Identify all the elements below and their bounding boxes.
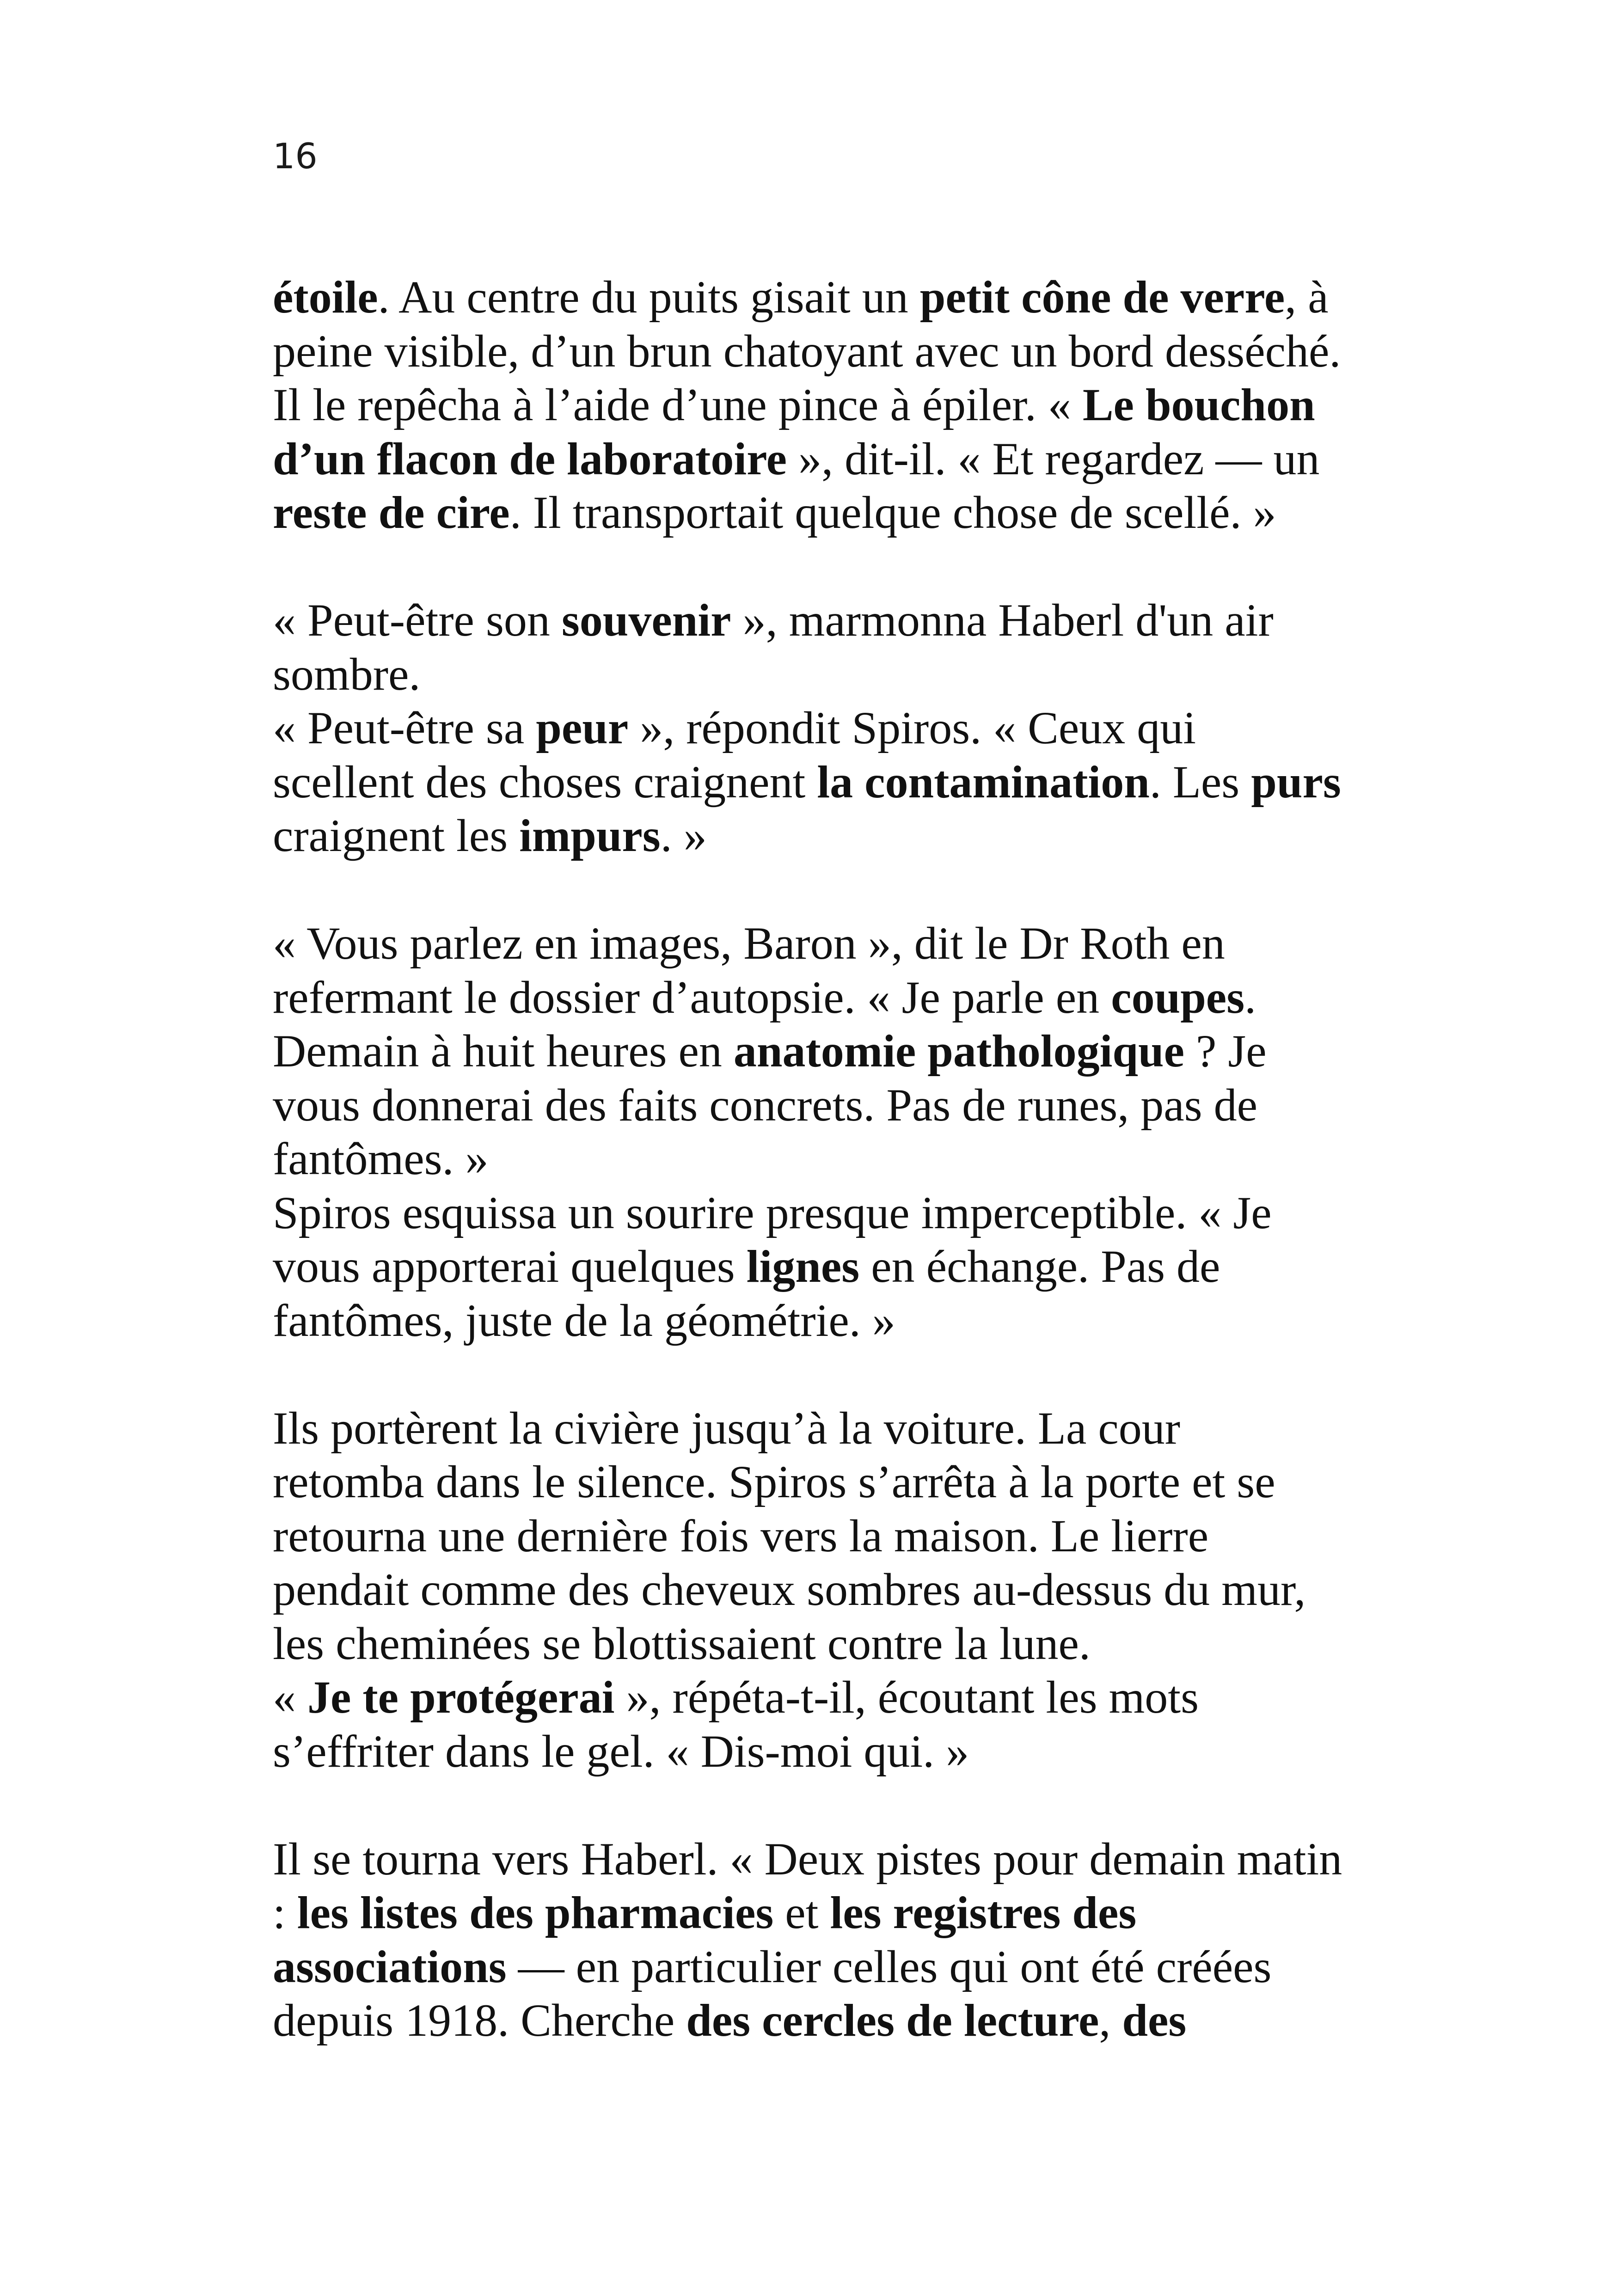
- bold-text: petit cône de verre: [919, 271, 1285, 323]
- paragraph-break: [273, 863, 1373, 917]
- text-run: Demain à huit heures en: [273, 1025, 734, 1077]
- paragraph-break: [273, 1778, 1373, 1832]
- text-line: [273, 325, 1373, 379]
- text-run: retourna une dernière fois vers la maison. Le lierre: [273, 1510, 1209, 1561]
- text-line: [273, 1078, 1373, 1133]
- text-run: Spiros esquissa un sourire presque imperceptible. « Je: [273, 1187, 1272, 1238]
- text-run: Il se tourna vers Haberl. « Deux pistes pour demain matin: [273, 1833, 1342, 1885]
- text-run: », marmonna Haberl d'un air: [731, 594, 1274, 646]
- text-line: [273, 270, 1373, 325]
- text-run: « Peut-être son: [273, 594, 562, 646]
- text-run: , à: [1285, 271, 1329, 323]
- text-run: », répéta-t-il, écoutant les mots: [614, 1671, 1199, 1723]
- text-run: vous donnerai des faits concrets. Pas de runes, pas de: [273, 1079, 1257, 1131]
- page-number: 16: [273, 135, 318, 177]
- text-run: sombre.: [273, 648, 421, 700]
- text-line: [273, 1509, 1373, 1563]
- text-run: — en particulier celles qui ont été créées: [506, 1941, 1272, 1992]
- bold-text: Je te protégerai: [307, 1671, 615, 1723]
- text-run: s’effriter dans le gel. « Dis-moi qui. »: [273, 1725, 969, 1777]
- text-line: [273, 755, 1373, 809]
- body-text: [273, 270, 1373, 2048]
- text-run: Il le repêcha à l’aide d’une pince à épiler. «: [273, 379, 1083, 430]
- bold-text: les registres des: [830, 1887, 1137, 1938]
- text-line: [273, 432, 1373, 486]
- bold-text: des: [1122, 1995, 1187, 2046]
- text-line: [273, 1617, 1373, 1671]
- text-line: [273, 1186, 1373, 1240]
- text-run: les cheminées se blottissaient contre la lune.: [273, 1617, 1091, 1669]
- text-line: [273, 594, 1373, 648]
- text-line: [273, 1832, 1373, 1886]
- bold-text: impurs: [519, 810, 661, 861]
- text-line: [273, 701, 1373, 755]
- text-run: fantômes. »: [273, 1133, 489, 1184]
- bold-text: Le bouchon: [1082, 379, 1315, 430]
- bold-text: les listes des pharmacies: [297, 1887, 774, 1938]
- text-run: retomba dans le silence. Spiros s’arrêta à la porte et se: [273, 1456, 1275, 1507]
- text-run: scellent des choses craignent: [273, 756, 817, 808]
- text-run: », répondit Spiros. « Ceux qui: [628, 702, 1196, 753]
- text-run: . »: [660, 810, 707, 861]
- text-line: [273, 1240, 1373, 1294]
- paragraph-break: [273, 540, 1373, 594]
- text-line: [273, 1994, 1373, 2048]
- bold-text: purs: [1251, 756, 1341, 808]
- text-run: en échange. Pas de: [859, 1241, 1220, 1292]
- text-line: [273, 1402, 1373, 1456]
- bold-text: lignes: [746, 1241, 860, 1292]
- bold-text: des cercles de lecture: [686, 1995, 1099, 2046]
- bold-text: reste de cire: [273, 487, 510, 538]
- text-run: . Les: [1149, 756, 1251, 808]
- text-line: [273, 1455, 1373, 1509]
- text-line: [273, 648, 1373, 702]
- text-run: «: [273, 1671, 307, 1723]
- text-run: Ils portèrent la civière jusqu’à la voiture. La cour: [273, 1402, 1181, 1454]
- text-line: [273, 1294, 1373, 1348]
- text-run: depuis 1918. Cherche: [273, 1995, 686, 2046]
- text-run: fantômes, juste de la géométrie. »: [273, 1294, 895, 1346]
- text-run: ,: [1099, 1995, 1122, 2046]
- text-line: [273, 1132, 1373, 1186]
- bold-text: la contamination: [817, 756, 1150, 808]
- text-run: craignent les: [273, 810, 520, 861]
- text-run: refermant le dossier d’autopsie. « Je parle en: [273, 971, 1111, 1023]
- text-run: . Au centre du puits gisait un: [378, 271, 920, 323]
- text-line: [273, 1725, 1373, 1779]
- bold-text: étoile: [273, 271, 378, 323]
- text-run: .: [1244, 971, 1256, 1023]
- text-line: [273, 809, 1373, 863]
- bold-text: anatomie pathologique: [733, 1025, 1184, 1077]
- text-line: [273, 378, 1373, 432]
- text-line: [273, 1886, 1373, 1940]
- paragraph-break: [273, 1347, 1373, 1402]
- text-line: [273, 917, 1373, 971]
- text-line: [273, 1940, 1373, 1994]
- text-run: . Il transportait quelque chose de scellé. »: [509, 487, 1276, 538]
- text-line: [273, 1024, 1373, 1078]
- bold-text: peur: [536, 702, 629, 753]
- text-run: », dit-il. « Et regardez — un: [787, 433, 1320, 484]
- text-line: [273, 1671, 1373, 1725]
- text-run: pendait comme des cheveux sombres au-dessus du mur,: [273, 1564, 1306, 1615]
- bold-text: souvenir: [561, 594, 731, 646]
- text-run: « Vous parlez en images, Baron », dit le Dr Roth en: [273, 918, 1225, 969]
- text-run: et: [773, 1887, 830, 1938]
- text-run: « Peut-être sa: [273, 702, 536, 753]
- bold-text: d’un flacon de laboratoire: [273, 433, 787, 484]
- text-run: ? Je: [1184, 1025, 1267, 1077]
- text-run: peine visible, d’un brun chatoyant avec un bord desséché.: [273, 325, 1341, 377]
- text-run: :: [273, 1887, 297, 1938]
- bold-text: associations: [273, 1941, 507, 1992]
- text-line: [273, 1563, 1373, 1617]
- text-line: [273, 971, 1373, 1025]
- text-line: [273, 486, 1373, 540]
- text-run: vous apporterai quelques: [273, 1241, 747, 1292]
- bold-text: coupes: [1111, 971, 1245, 1023]
